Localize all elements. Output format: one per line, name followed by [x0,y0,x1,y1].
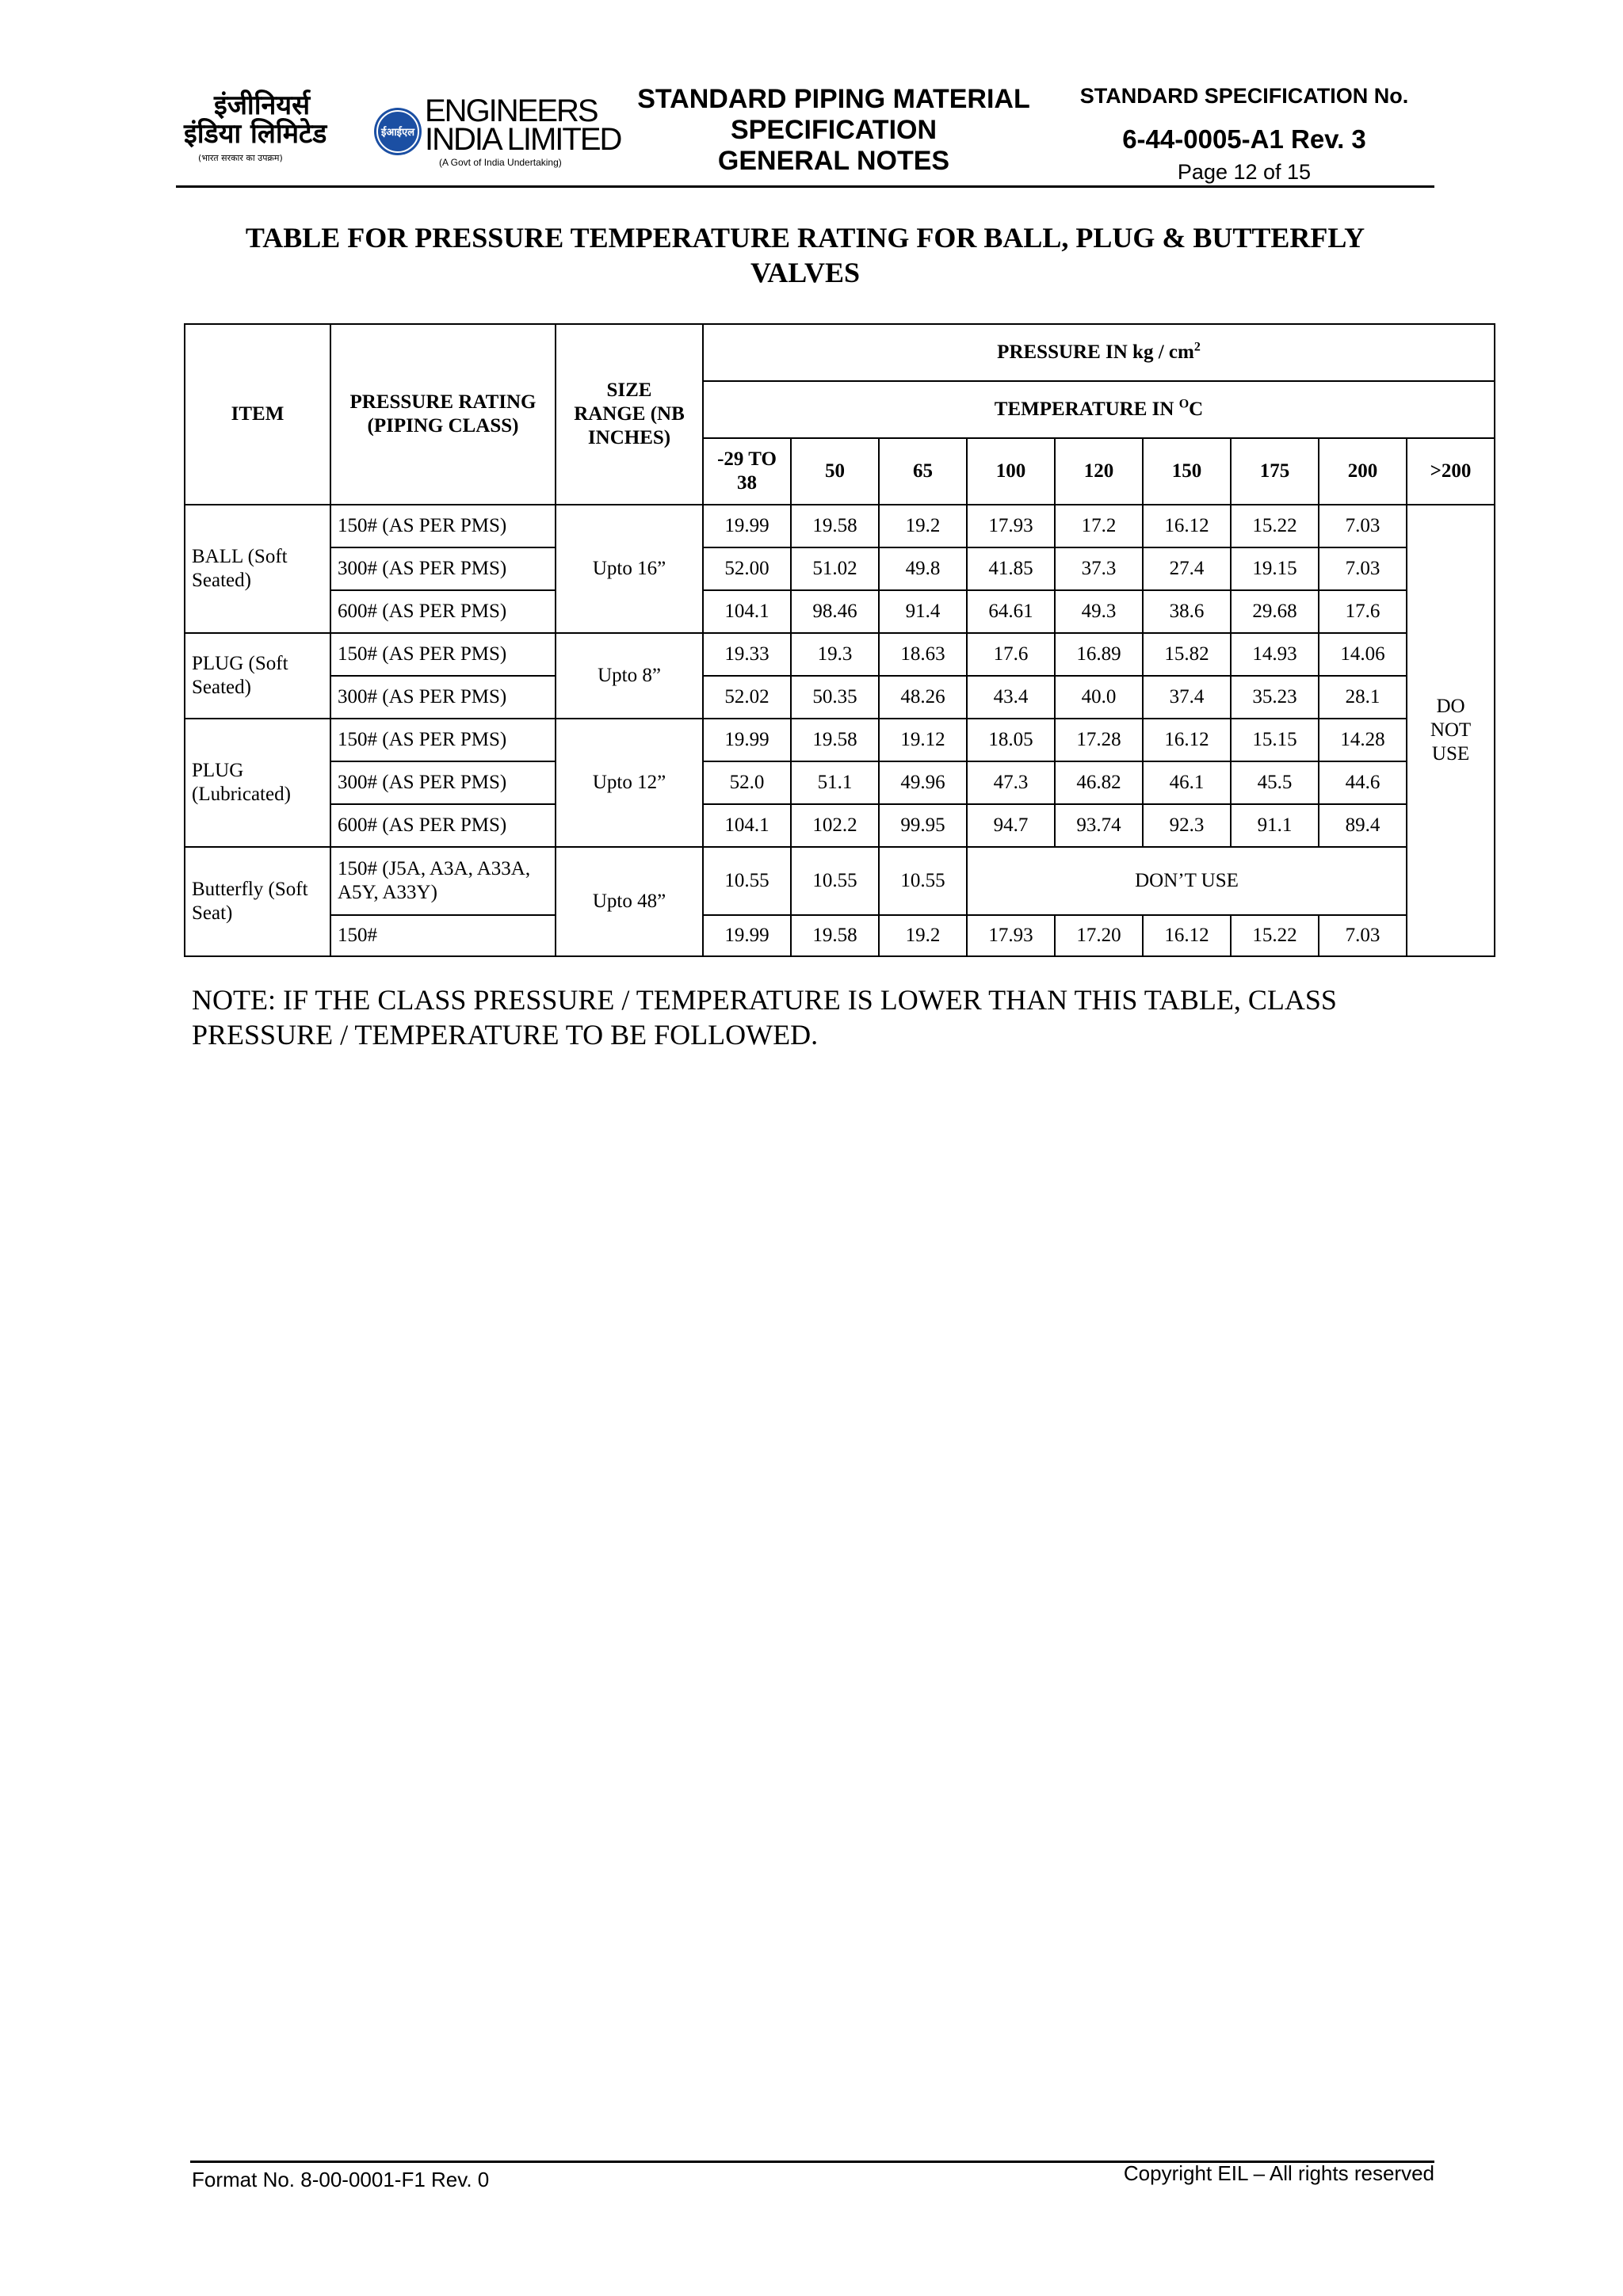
value-cell: 17.28 [1055,719,1143,761]
size-cell: Upto 12” [556,719,703,847]
temp-col-header: 200 [1319,438,1407,505]
table-row [185,505,1495,547]
document-title-line1: STANDARD PIPING MATERIAL [637,84,1030,114]
value-cell: 52.02 [703,676,791,719]
value-cell: 10.55 [703,847,791,915]
temp-col-header: 50 [791,438,879,505]
table-title [176,220,1434,290]
value-cell: 19.99 [703,505,791,547]
table-row [185,804,1495,847]
value-cell: 15.22 [1231,915,1319,956]
temp-col-header: 65 [879,438,967,505]
value-cell: 43.4 [967,676,1055,719]
table-row [185,915,1495,956]
page-number: Page 12 of 15 [1177,160,1312,184]
value-cell: 16.12 [1143,719,1231,761]
table-row [185,590,1495,633]
value-cell: 40.0 [1055,676,1143,719]
value-cell: 52.0 [703,761,791,804]
document-title-line2: SPECIFICATION [730,115,938,145]
value-cell: 17.6 [1319,590,1407,633]
value-cell: 18.05 [967,719,1055,761]
value-cell: 89.4 [1319,804,1407,847]
value-cell: 18.63 [879,633,967,676]
value-cell: 16.12 [1143,505,1231,547]
value-cell: 17.93 [967,505,1055,547]
value-cell: 91.1 [1231,804,1319,847]
value-cell: 19.12 [879,719,967,761]
col-header-pressure-rating [330,324,556,505]
rating-cell: 300# (AS PER PMS) [330,676,556,719]
value-cell: 47.3 [967,761,1055,804]
table-title-line1: TABLE FOR PRESSURE TEMPERATURE RATING FOR BALL, PLUG & BUTTERFLY [245,222,1365,254]
format-number: Format No. 8-00-0001-F1 Rev. 0 [192,2168,490,2191]
rating-cell: 300# (AS PER PMS) [330,547,556,590]
value-cell: 94.7 [967,804,1055,847]
value-cell: 17.20 [1055,915,1143,956]
col-header-size-line2: RANGE (NB [574,403,685,425]
col-header-rating-line2: (PIPING CLASS) [367,415,519,437]
col-header-size-range [556,324,703,505]
value-cell: 19.33 [703,633,791,676]
col-header-size-line1: SIZE [606,379,652,401]
value-cell: 7.03 [1319,547,1407,590]
temp-col-header: -29 TO 38 [703,438,791,505]
value-cell: 92.3 [1143,804,1231,847]
value-cell: 52.00 [703,547,791,590]
item-cell: Butterfly (Soft Seat) [185,847,330,956]
col-header-size-line3: INCHES) [587,427,671,448]
table-row [185,761,1495,804]
temperature-header-text: TEMPERATURE IN [994,399,1179,420]
value-cell: 29.68 [1231,590,1319,633]
spec-label: STANDARD SPECIFICATION No. [1079,84,1409,108]
col-header-item: ITEM [185,324,330,505]
logo-hindi-name [184,90,360,173]
item-cell: PLUG (Lubricated) [185,719,330,847]
table-header [185,324,1495,505]
value-cell: 102.2 [791,804,879,847]
temp-col-header: 120 [1055,438,1143,505]
table-row [185,676,1495,719]
value-cell: 19.99 [703,719,791,761]
value-cell: 19.15 [1231,547,1319,590]
value-cell: 51.1 [791,761,879,804]
value-cell: 49.3 [1055,590,1143,633]
temperature-header [703,381,1495,438]
table-row [185,547,1495,590]
logo-english-name [425,93,621,168]
value-cell: 15.82 [1143,633,1231,676]
document-title-line3: GENERAL NOTES [717,146,950,176]
rating-cell: 300# (AS PER PMS) [330,761,556,804]
rating-cell: 600# (AS PER PMS) [330,590,556,633]
value-cell: 19.58 [791,915,879,956]
pressure-temperature-table [184,323,1495,957]
rating-cell: 150# (J5A, A3A, A33A, A5Y, A33Y) [330,847,556,915]
item-cell: BALL (Soft Seated) [185,505,330,633]
table-title-line2: VALVES [750,257,861,288]
value-cell: 17.93 [967,915,1055,956]
value-cell: 15.15 [1231,719,1319,761]
value-cell: 41.85 [967,547,1055,590]
value-cell: 37.3 [1055,547,1143,590]
value-cell: 14.28 [1319,719,1407,761]
item-cell: PLUG (Soft Seated) [185,633,330,719]
value-cell: 14.93 [1231,633,1319,676]
value-cell: 28.1 [1319,676,1407,719]
value-cell: 48.26 [879,676,967,719]
eil-emblem-icon [372,106,423,157]
pressure-header-text: PRESSURE IN kg / cm [997,341,1194,363]
temp-col-header: >200 [1407,438,1495,505]
value-cell: 7.03 [1319,915,1407,956]
value-cell: 35.23 [1231,676,1319,719]
logo-line-india-limited: INDIA LIMITED [425,122,621,157]
value-cell: 19.99 [703,915,791,956]
size-cell: Upto 16” [556,505,703,633]
emblem-text: ईआईएल [380,127,415,139]
value-cell: 104.1 [703,590,791,633]
value-cell: 19.2 [879,505,967,547]
value-cell: 45.5 [1231,761,1319,804]
value-cell: 51.02 [791,547,879,590]
value-cell: 37.4 [1143,676,1231,719]
temp-col-header: 150 [1143,438,1231,505]
value-cell: 50.35 [791,676,879,719]
document-title [628,84,1040,177]
spec-number: 6-44-0005-A1 Rev. 3 [1122,124,1366,154]
value-cell: 16.89 [1055,633,1143,676]
table-row [185,719,1495,761]
rating-cell: 150# [330,915,556,956]
col-header-rating-line1: PRESSURE RATING [349,391,537,413]
temp-col-header: 175 [1231,438,1319,505]
rating-cell: 600# (AS PER PMS) [330,804,556,847]
value-cell: 49.96 [879,761,967,804]
value-cell: 19.3 [791,633,879,676]
value-cell: 46.1 [1143,761,1231,804]
value-cell: 19.58 [791,505,879,547]
value-cell: 93.74 [1055,804,1143,847]
rating-cell: 150# (AS PER PMS) [330,633,556,676]
company-logo [184,90,628,173]
value-cell: 27.4 [1143,547,1231,590]
value-cell: 38.6 [1143,590,1231,633]
pressure-header [703,324,1495,381]
temp-col-header: 100 [967,438,1055,505]
header-row-pressure [185,324,1495,381]
value-cell: 19.58 [791,719,879,761]
copyright: Copyright EIL – All rights reserved [1123,2161,1434,2185]
value-cell: 17.2 [1055,505,1143,547]
spec-block [1070,84,1419,184]
table-note: NOTE: IF THE CLASS PRESSURE / TEMPERATURE IS LOWER THAN THIS TABLE, CLASS PRESSURE / TEMPERATURE TO BE FOLLOWED. [192,984,1337,1051]
value-cell: 49.8 [879,547,967,590]
value-cell: 98.46 [791,590,879,633]
rating-cell: 150# (AS PER PMS) [330,719,556,761]
temperature-header-sup: O [1178,397,1190,411]
value-cell: 99.95 [879,804,967,847]
logo-hindi-line2: इंडिया लिमिटेड [184,118,327,150]
rating-cell: 150# (AS PER PMS) [330,505,556,547]
logo-hindi-line1: इंजीनियर्स [214,90,311,121]
logo-hindi-line3: (भारत सरकार का उपक्रम) [198,153,283,163]
temperature-header-unit: C [1189,399,1204,420]
value-cell: 7.03 [1319,505,1407,547]
do-not-use-cell: DO NOT USE [1407,505,1495,956]
value-cell: 46.82 [1055,761,1143,804]
value-cell: 10.55 [791,847,879,915]
pressure-header-sup: 2 [1193,340,1201,354]
size-cell: Upto 48” [556,847,703,956]
table-row [185,847,1495,915]
value-cell: 14.06 [1319,633,1407,676]
dont-use-cell: DON’T USE [967,847,1407,915]
logo-line-engineers: ENGINEERS [425,93,598,128]
value-cell: 10.55 [879,847,967,915]
table-body [185,505,1495,956]
table-row [185,633,1495,676]
value-cell: 19.2 [879,915,967,956]
page-header [176,76,1434,188]
value-cell: 104.1 [703,804,791,847]
value-cell: 44.6 [1319,761,1407,804]
value-cell: 91.4 [879,590,967,633]
logo-tagline: (A Govt of India Undertaking) [439,157,562,168]
size-cell: Upto 8” [556,633,703,719]
value-cell: 17.6 [967,633,1055,676]
value-cell: 15.22 [1231,505,1319,547]
value-cell: 64.61 [967,590,1055,633]
value-cell: 16.12 [1143,915,1231,956]
